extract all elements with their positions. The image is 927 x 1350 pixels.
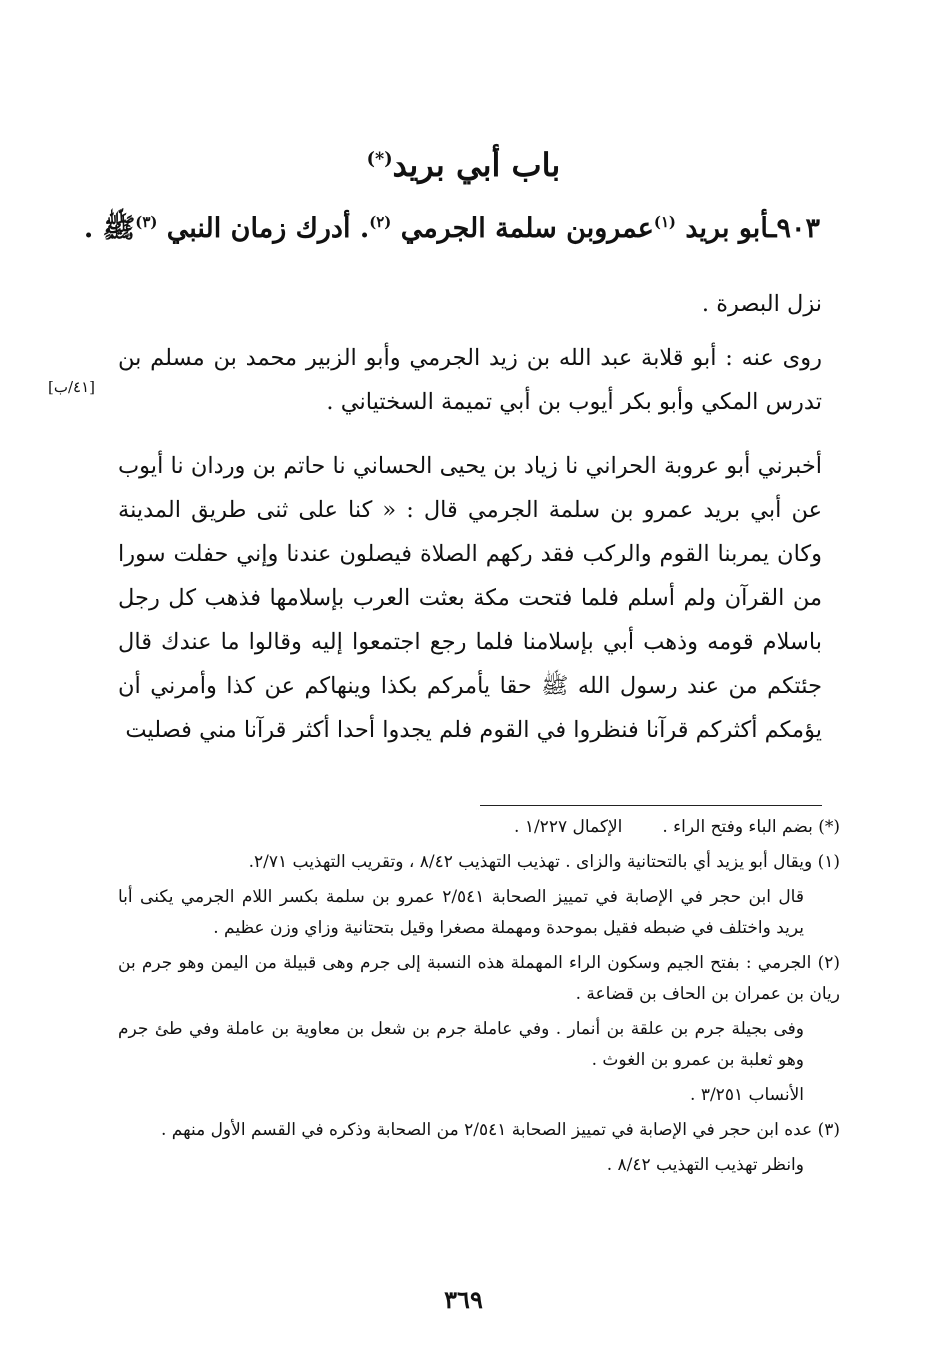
footnote-number: (٢) [817,953,841,973]
chapter-title [0,140,927,190]
footnote-2-continuation: وفى بجيلة جرم بن علقة بن أنمار . وفي عاملة جرم بن شعل بن معاوية بن عاملة وفي طئ جرم وهو ثعلبة بن عمرو بن الغوث . [118,1019,804,1070]
page-number: ٣٦٩ [444,1285,483,1314]
chapter-footnote-marker: (*) [366,148,393,170]
footnote-ref-1: (١) [653,213,676,231]
footnote-separator [480,805,822,806]
footnote-text: بضم الباء وفتح الراء . [662,817,813,837]
footnote-1-continuation: قال ابن حجر في الإصابة في تمييز الصحابة ٢/٥٤١ عمرو بن سلمة بكسر اللام الجرمي يكنى أبا يريد واختلف في ضبطه فقيل بموحدة ومهملة مصغرا وقيل بتحتانية وزاي وزن عظيم . [118,887,804,938]
narrators-paragraph: روى عنه : أبو قلابة عبد الله بن زيد الجرمي وأبو الزبير محمد بن مسلم بن تدرس المكي وأبو بكر أيوب بن أبي تميمة السختياني . [118,345,822,415]
entry-end: ﷺ . [83,213,136,244]
footnotes-section [118,812,840,1185]
hadith-paragraph: أخبرني أبو عروبة الحراني نا زياد بن يحيى الحساني نا حاتم بن وردان نا أيوب عن أبي بريد عمرو بن سلمة الجرمي قال : « كنا على ثنى طريق المدينة وكان يمربنا القوم والركب فقد ركهم الصلاة فيصلون عندنا وإني حفلت سورا من القرآن ولم أسلم فلما فتحت مكة بعثت العرب بإسلامها فذهب كل رجل باسلام قومه وذهب أبي بإسلامنا فلما رجع اجتمعوا إليه وقالوا ما عندك قال جئتكم من عند رسول الله ﷺ حقا يأمركم بكذا وينهاكم عن كذا وأمرني أن يؤمكم أكثركم قرآنا فنظروا في القوم فلم يجدوا أحدا أكثر قرآنا مني فصليت [118,453,822,743]
footnote-2 [118,948,840,1010]
footnote-ref-3: (٣) [135,213,158,231]
entry-number: ٩٠٣ـ [768,213,820,244]
footnote-3 [118,1115,840,1146]
footnote-number: (*) [818,817,840,837]
chapter-title-text: باب أبي بريد [392,146,561,184]
footnote-source: الإكمال ١/٢٢٧ . [514,817,623,837]
footnote-1 [118,847,840,878]
entry-name: أبو بريد [685,213,769,244]
footnote-number: (٣) [817,1120,840,1140]
entry-heading [83,206,820,252]
footnote-text: ويقال أبو يزيد أي بالتحتانية والزاى . تهذيب التهذيب ٨/٤٢ ، وتقريب التهذيب ٢/٧١. [248,852,813,872]
footnote-ref-2: (٢) [369,213,392,231]
footnote-2-source: الأنساب ٣/٢٥١ . [690,1085,804,1105]
footnote-text: الجرمي : بفتح الجيم وسكون الراء المهملة هذه النسبة إلى جرم وهى قبيلة من اليمن وهو جرم بن ريان بن عمران بن الحاف بن قضاعة . [118,953,840,1004]
entry-note: . أدرك زمان النبي [166,213,370,244]
entry-full-name: عمروبن سلمة الجرمي [400,213,654,244]
footnote-number: (١) [817,852,840,872]
footnote-text: عده ابن حجر في الإصابة في تمييز الصحابة ٢/٥٤١ من الصحابة وذكره في القسم الأول منهم . [160,1120,813,1140]
residence-paragraph: نزل البصرة . [701,291,822,317]
footnote-star [118,812,840,843]
footnote-3-continuation: وانظر تهذيب التهذيب ٨/٤٢ . [606,1155,804,1175]
manuscript-folio-reference: [٤١/ب] [48,378,96,396]
